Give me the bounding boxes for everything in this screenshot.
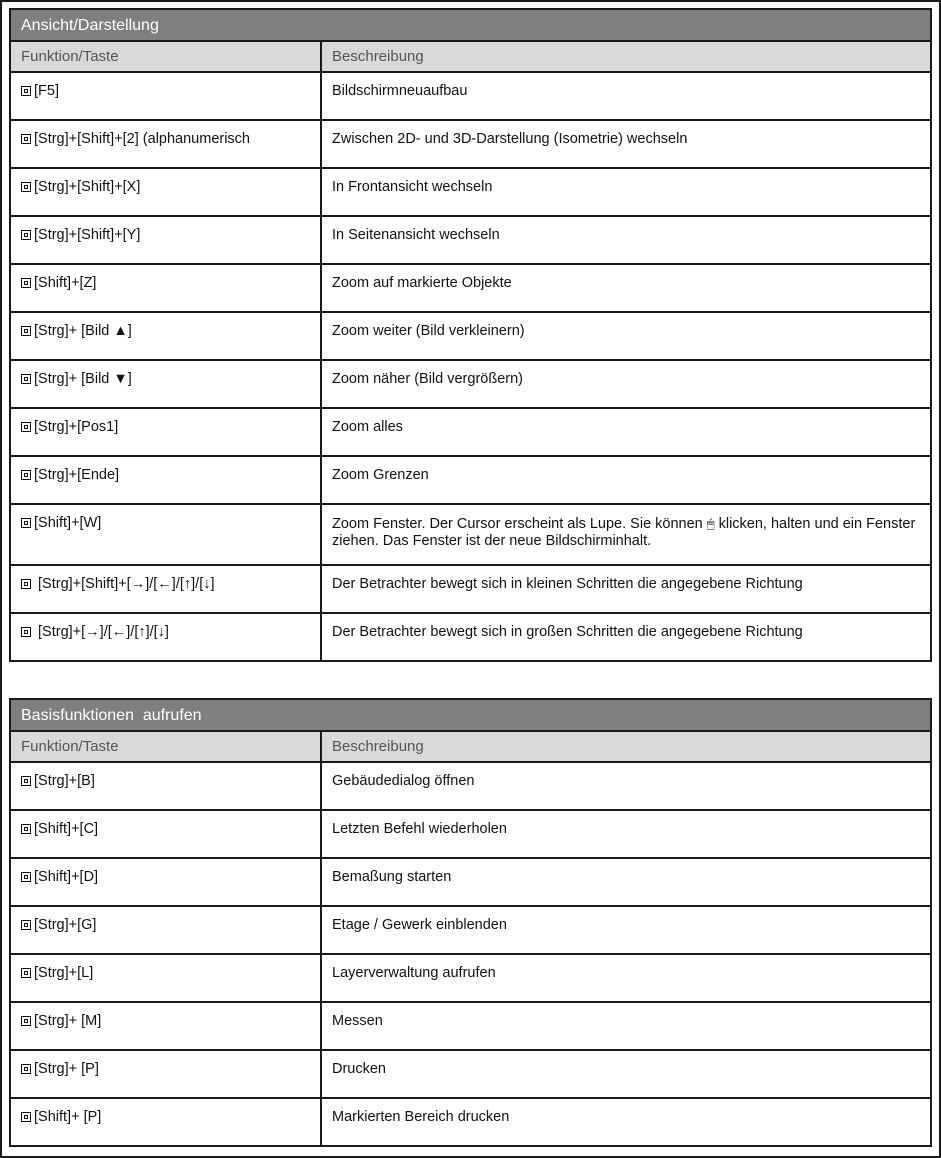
table-row — [10, 1050, 931, 1098]
shortcut-key: [Strg]+[B] — [34, 773, 95, 789]
shortcut-key: [Shift]+[C] — [34, 821, 99, 837]
shortcut-description — [321, 504, 931, 565]
shortcut-description: Zoom alles — [321, 408, 931, 456]
description-text: Zoom Fenster. Der Cursor erscheint als Lupe. Sie können — [332, 516, 703, 532]
shortcut-description: Zoom auf markierte Objekte — [321, 264, 931, 312]
keyboard-icon — [21, 422, 31, 432]
keyboard-icon — [21, 518, 31, 528]
shortcut-key: [Strg]+ [Bild ▼] — [34, 371, 132, 387]
table-row — [10, 264, 931, 312]
shortcut-key: [Shift]+[D] — [34, 869, 99, 885]
table-row — [10, 504, 931, 565]
table-header-row — [10, 731, 931, 762]
shortcut-description: Zoom weiter (Bild verkleinern) — [321, 312, 931, 360]
table-row — [10, 565, 931, 613]
shortcut-description: Drucken — [321, 1050, 931, 1098]
description-text: klicken, halten und ein Fenster ziehen. Das Fenster ist der neue Bildschirminhalt. — [332, 516, 916, 549]
table-row — [10, 858, 931, 906]
shortcut-description: Zwischen 2D- und 3D-Darstellung (Isometrie) wechseln — [321, 120, 931, 168]
shortcut-key: [Strg]+ [P] — [34, 1061, 99, 1077]
shortcut-key: [Shift]+[W] — [34, 515, 102, 531]
shortcut-key: [F5] — [34, 83, 59, 99]
shortcut-key: [Strg]+[Shift]+[X] — [34, 179, 141, 195]
table-row — [10, 810, 931, 858]
shortcut-description: Gebäudedialog öffnen — [321, 762, 931, 810]
table-row — [10, 408, 931, 456]
shortcut-description: Der Betrachter bewegt sich in kleinen Schritten die angegebene Richtung — [321, 565, 931, 613]
keyboard-icon — [21, 872, 31, 882]
table-row — [10, 72, 931, 120]
table-row — [10, 613, 931, 661]
table-row — [10, 216, 931, 264]
keyboard-icon — [21, 374, 31, 384]
keyboard-icon — [21, 579, 31, 589]
column-header-function: Funktion/Taste — [10, 731, 321, 762]
table-header-row — [10, 41, 931, 72]
table-row — [10, 312, 931, 360]
shortcut-key: [Strg]+ [M] — [34, 1013, 102, 1029]
shortcut-key: [Strg]+[→]/[←]/[↑]/[↓] — [34, 624, 169, 640]
table-row — [10, 360, 931, 408]
shortcut-key: [Strg]+[Shift]+[2] (alphanumerisch — [34, 131, 250, 147]
shortcut-description: Bemaßung starten — [321, 858, 931, 906]
table-row — [10, 954, 931, 1002]
keyboard-icon — [21, 776, 31, 786]
shortcut-description: Letzten Befehl wiederholen — [321, 810, 931, 858]
keyboard-icon — [21, 1016, 31, 1026]
keyboard-icon — [21, 1064, 31, 1074]
shortcut-key: [Shift]+ [P] — [34, 1109, 102, 1125]
table-row — [10, 456, 931, 504]
section-title: Ansicht/Darstellung — [9, 8, 932, 40]
table-row — [10, 1002, 931, 1050]
keyboard-icon — [21, 134, 31, 144]
keyboard-icon — [21, 627, 31, 637]
keyboard-icon — [21, 920, 31, 930]
section-basisfunktionen — [9, 698, 932, 1147]
shortcut-key: [Strg]+ [Bild ▲] — [34, 323, 132, 339]
shortcut-key: [Strg]+[G] — [34, 917, 97, 933]
section-title: Basisfunktionen aufrufen — [9, 698, 932, 730]
shortcut-key: [Shift]+[Z] — [34, 275, 97, 291]
shortcut-key: [Strg]+[Shift]+[→]/[←]/[↑]/[↓] — [34, 576, 215, 592]
shortcut-description: In Frontansicht wechseln — [321, 168, 931, 216]
column-header-description: Beschreibung — [321, 41, 931, 72]
column-header-function: Funktion/Taste — [10, 41, 321, 72]
keyboard-icon — [21, 824, 31, 834]
shortcut-description: Layerverwaltung aufrufen — [321, 954, 931, 1002]
table-row — [10, 762, 931, 810]
table-row — [10, 168, 931, 216]
shortcut-key: [Strg]+[Shift]+[Y] — [34, 227, 141, 243]
shortcut-description: Zoom näher (Bild vergrößern) — [321, 360, 931, 408]
keyboard-icon — [21, 326, 31, 336]
shortcut-description: Zoom Grenzen — [321, 456, 931, 504]
keyboard-icon — [21, 86, 31, 96]
shortcut-key: [Strg]+[L] — [34, 965, 94, 981]
keyboard-icon — [21, 968, 31, 978]
shortcut-table — [9, 40, 932, 662]
shortcut-description: Bildschirmneuaufbau — [321, 72, 931, 120]
keyboard-icon — [21, 182, 31, 192]
mouse-icon: 🖱 — [706, 516, 715, 531]
keyboard-icon — [21, 470, 31, 480]
shortcut-table — [9, 730, 932, 1147]
keyboard-icon — [21, 278, 31, 288]
shortcut-description: Der Betrachter bewegt sich in großen Schritten die angegebene Richtung — [321, 613, 931, 661]
shortcut-description: Messen — [321, 1002, 931, 1050]
shortcut-key: [Strg]+[Ende] — [34, 467, 120, 483]
column-header-description: Beschreibung — [321, 731, 931, 762]
table-row — [10, 906, 931, 954]
shortcut-description: Etage / Gewerk einblenden — [321, 906, 931, 954]
keyboard-icon — [21, 230, 31, 240]
table-row — [10, 120, 931, 168]
section-ansicht-darstellung — [9, 8, 932, 662]
shortcut-key: [Strg]+[Pos1] — [34, 419, 119, 435]
table-row — [10, 1098, 931, 1146]
shortcut-description: In Seitenansicht wechseln — [321, 216, 931, 264]
shortcut-description: Markierten Bereich drucken — [321, 1098, 931, 1146]
keyboard-icon — [21, 1112, 31, 1122]
